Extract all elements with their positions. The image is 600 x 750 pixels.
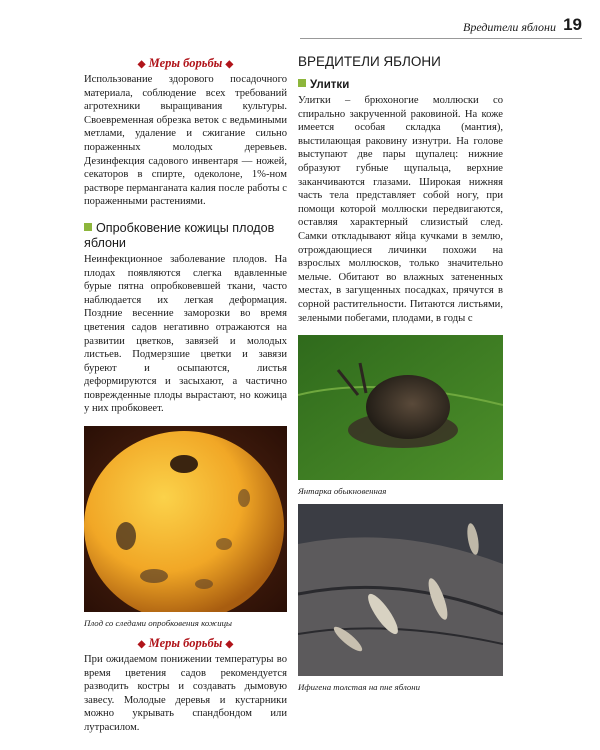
snail-photo <box>298 335 503 480</box>
section-text: Неинфекционное заболевание плодов. На плодах появляются слегка вдавленные бурые пятна опробковевшей ткани, часто наблюдается их легкая деформация. Поздние весенние заморозки во время цветения садов негативно отражаются на развитии цветков, завязей и молодых листьев. Подмерзшие цветки и завязи буреют и осыпаются, листья деформируются и засыхают, а частично поврежденные плоды вырастают, но кожица у них пробковеет. <box>84 253 287 415</box>
photo-caption: Ифигена толстая на пне яблони <box>298 682 421 693</box>
running-header <box>300 14 582 34</box>
measures-heading <box>84 636 287 651</box>
measures-heading-text: Меры борьбы <box>148 636 223 651</box>
green-square-icon <box>298 79 306 87</box>
page-number: 19 <box>563 15 582 34</box>
snails-on-stump-photo <box>298 504 503 676</box>
diamond-icon: ◆ <box>225 59 234 70</box>
diamond-icon: ◆ <box>137 59 146 70</box>
right-column <box>298 50 503 700</box>
section-heading-text: Опробковение кожицы плодов яблони <box>84 220 275 250</box>
section-heading <box>84 221 287 251</box>
diamond-icon: ◆ <box>137 639 146 651</box>
subsection-heading-text: Улитки <box>310 79 350 91</box>
measures-text: Использование здорового посадочного материала, соблюдение всех требований агротехники выращивания культуры. Своевременная обрезка веток с ведьмиными метлами, удаление и сжигание сильно пораженных молодых деревьев. Дезинфекция садового инвентаря — ножей, секаторов в спирте, одеколоне, 1%-ном растворе перманганата калия после работы с пораженными растениями. <box>84 74 287 208</box>
photo-caption: Янтарка обыкновенная <box>298 486 387 497</box>
snails-text: Улитки – брюхоногие моллюски со спирально закрученной раковиной. На коже имеется особая складка (мантия), выстилающая раковину изнутри. На голове выступают две пары щупалец: нижние образуют губные щупальца, верхние заканчиваются глазами. Широкая нижняя часть тела представляет собой ногу, при помощи которой моллюски передвигаются, оставляя характерный слизистый след. Самки откладывают яйца кучками в землю, отрождающиеся личинки похожи на взрослых моллюсков, только значительно мельче. Обитают во влажных затененных местах, в загущенных посадках, прячутся в сорной растительности. Питаются листьями, зелеными побегами, плодами, в годы с <box>298 95 503 324</box>
header-rule <box>300 38 582 39</box>
left-column <box>84 50 287 735</box>
diamond-icon: ◆ <box>225 639 234 651</box>
running-header-title: Вредители яблони <box>463 20 556 34</box>
photo-caption: Плод со следами опробковения кожицы <box>84 618 232 629</box>
green-square-icon <box>84 223 92 231</box>
subsection-heading <box>298 79 503 91</box>
apple-photo <box>84 426 287 612</box>
measures-text: При ожидаемом понижении температуры во время цветения садов рекомендуется разводить костры и создавать дымовую завесу. Молодые деревья и кустарники можно укрывать спандбондом или лутрасилом. <box>84 654 287 734</box>
measures-heading <box>84 56 287 71</box>
measures-heading-text: Меры борьбы <box>148 56 223 70</box>
chapter-title: ВРЕДИТЕЛИ ЯБЛОНИ <box>298 54 441 69</box>
